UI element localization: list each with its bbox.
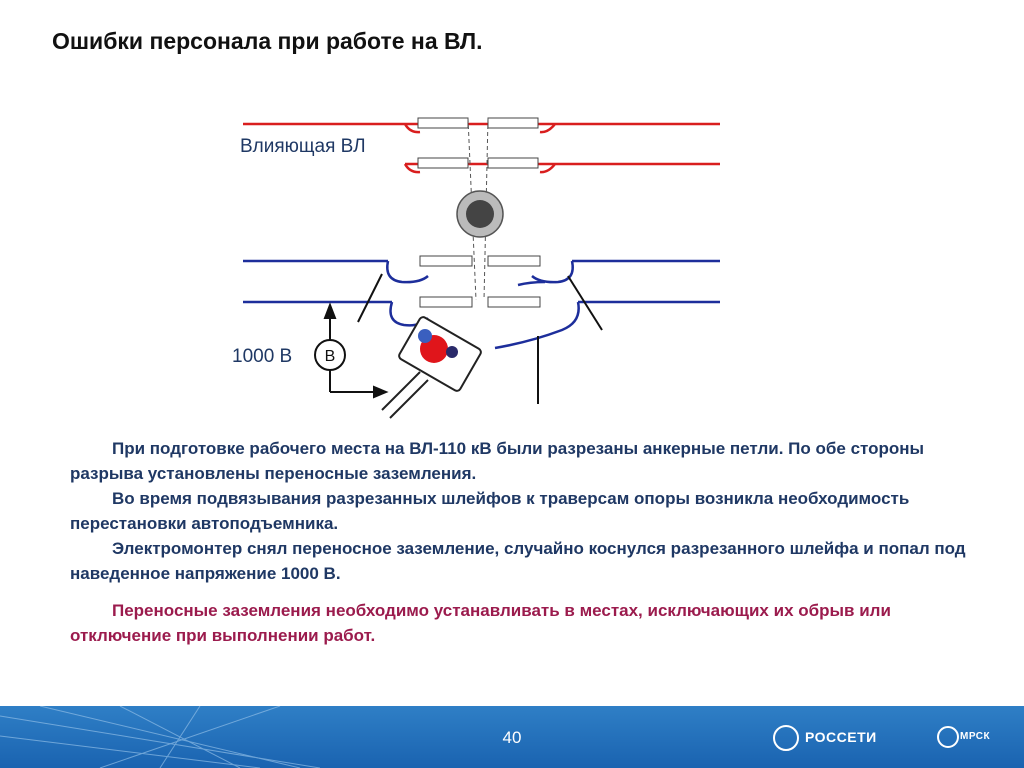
rosseti-logo-icon	[773, 725, 799, 751]
rosseti-logo-text: РОССЕТИ	[805, 729, 877, 745]
incident-description	[70, 436, 990, 648]
slide-title: Ошибки персонала при работе на ВЛ.	[52, 28, 483, 54]
paragraph-warning: Переносные заземления необходимо устанавливать в местах, исключающих их обрыв или отключение при выполнении работ.	[70, 601, 891, 645]
voltage-label: 1000 В	[232, 346, 293, 367]
aerial-lift	[382, 316, 482, 418]
insulator-strings-bottom	[420, 256, 540, 307]
mrsk-logo-text: МРСК	[960, 731, 991, 742]
footer-bar	[0, 706, 1024, 768]
grounding-conductors	[358, 274, 602, 404]
working-line	[243, 261, 720, 348]
voltmeter-symbol: В	[324, 348, 336, 365]
paragraph-accident: Электромонтер снял переносное заземление, случайно коснулся разрезанного шлейфа и попал под наведенное напряжение 1000 В.	[70, 539, 966, 583]
paragraph-preparation: При подготовке рабочего места на ВЛ-110 кВ были разрезаны анкерные петли. По обе стороны разрыва установлены переносные заземления.	[70, 439, 925, 483]
influencing-line-label: Влияющая ВЛ	[240, 136, 366, 157]
page-number: 40	[502, 728, 522, 747]
mrsk-logo-icon	[937, 726, 959, 748]
insulator-strings-top	[418, 118, 538, 168]
paragraph-relocation: Во время подвязывания разрезанных шлейфов к траверсам опоры возникла необходимость перестановки автоподъемника.	[70, 489, 910, 533]
